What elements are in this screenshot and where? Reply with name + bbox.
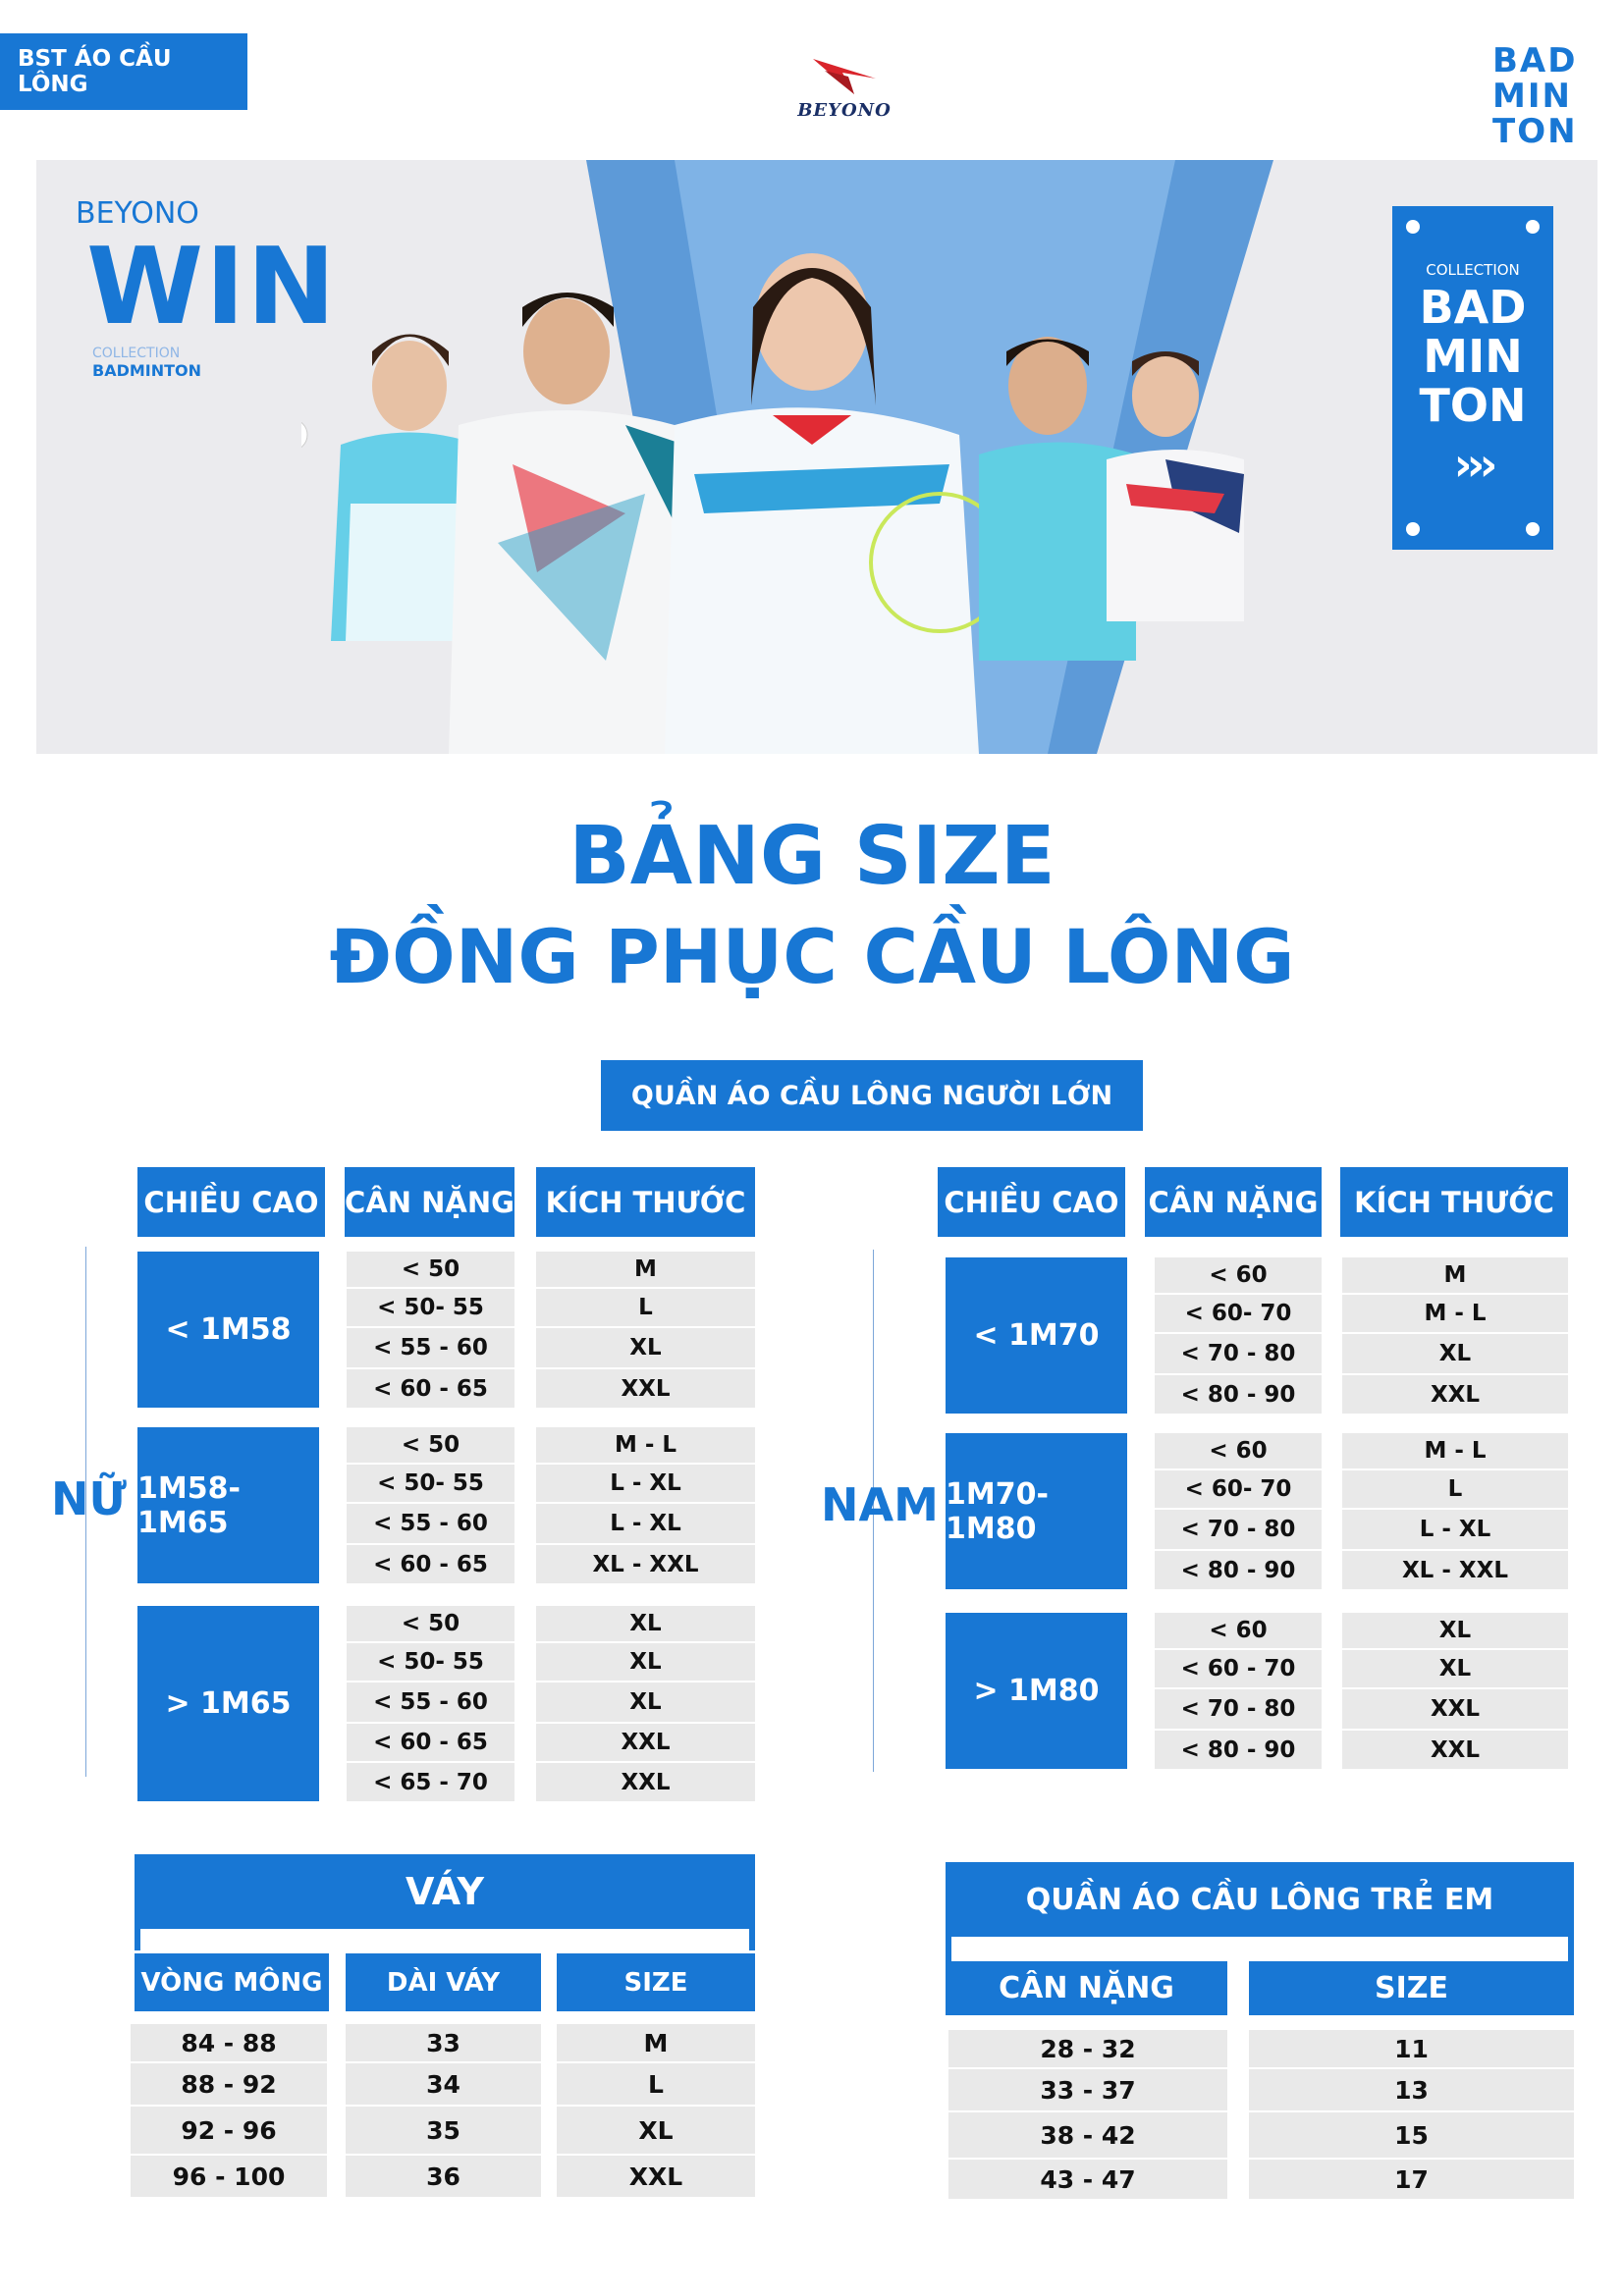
men-size-column [1342, 1257, 1568, 1414]
women-header-size: KÍCH THƯỚC [536, 1167, 755, 1237]
women-weight-cell: < 50 [347, 1252, 514, 1289]
women-size-cell: XL [536, 1682, 755, 1724]
kids-weight-cell: 43 - 47 [1040, 2164, 1136, 2194]
men-size-cell: L [1342, 1470, 1568, 1510]
women-weight-cell: < 50- 55 [347, 1465, 514, 1504]
women-size-column [536, 1606, 755, 1801]
chevrons-right-icon: ››› [1453, 438, 1492, 491]
pin-icon [1406, 522, 1420, 536]
skirt-hip-cell: 88 - 92 [131, 2063, 327, 2107]
page-title: BẢNG SIZE [568, 810, 1056, 903]
men-weight-cell: < 70 - 80 [1155, 1689, 1322, 1731]
beyono-logo-mark-icon [785, 51, 903, 100]
men-size-cell: M - L [1342, 1433, 1568, 1470]
women-weight-cell: < 55 - 60 [347, 1682, 514, 1724]
collection-tag: BST ÁO CẦU LÔNG [0, 33, 247, 110]
promo-line: TON [1419, 379, 1527, 432]
men-height-cell: > 1M80 [946, 1613, 1127, 1769]
skirt-length-column [346, 2024, 541, 2197]
women-size-cell: XXL [621, 1375, 671, 1402]
promo-line: MIN [1423, 330, 1523, 383]
women-size-column [536, 1427, 755, 1583]
women-weight-cell: < 55 - 60 [347, 1328, 514, 1369]
women-header-height: CHIỀU CAO [137, 1167, 325, 1237]
men-weight-cell: < 80 - 90 [1180, 1557, 1296, 1583]
athletes-photo [301, 248, 1283, 754]
men-size-column [1342, 1613, 1568, 1769]
men-header-weight: CÂN NẶNG [1145, 1167, 1322, 1237]
promo-word [1392, 283, 1553, 430]
skirt-length-cell: 33 [346, 2024, 541, 2063]
women-weight-cell: < 60 - 65 [347, 1724, 514, 1763]
women-weight-column [347, 1427, 514, 1583]
men-height-cell: 1M70- 1M80 [946, 1433, 1127, 1589]
men-weight-cell: < 60 [1155, 1433, 1322, 1470]
men-size-cell: M [1342, 1257, 1568, 1295]
men-size-cell: XXL [1342, 1689, 1568, 1731]
men-size-cell: XL [1342, 1650, 1568, 1689]
women-weight-cell: < 60 - 65 [373, 1375, 488, 1402]
kids-weight-cell: 38 - 42 [948, 2112, 1227, 2160]
skirt-header-size: SIZE [557, 1953, 755, 2011]
kids-size-column [1249, 2030, 1574, 2199]
women-size-cell: XL [536, 1328, 755, 1369]
skirt-length-cell: 35 [346, 2107, 541, 2156]
women-height-cell: > 1M65 [137, 1606, 319, 1801]
skirt-title: VÁY [135, 1854, 755, 1929]
beyono-logo-text: BEYONO [797, 100, 892, 121]
corner-logo-line: BAD [1492, 41, 1578, 80]
men-weight-cell: < 60 - 70 [1155, 1650, 1322, 1689]
corner-logo-line: TON [1492, 112, 1578, 151]
skirt-header-length: DÀI VÁY [346, 1953, 541, 2011]
men-header-height: CHIỀU CAO [938, 1167, 1125, 1237]
men-weight-cell: < 70 - 80 [1155, 1334, 1322, 1375]
women-size-cell: XL [536, 1606, 755, 1643]
kids-weight-cell: 28 - 32 [948, 2030, 1227, 2069]
kids-size-cell: 17 [1394, 2164, 1429, 2194]
men-weight-column [1155, 1257, 1322, 1414]
women-size-cell: XXL [621, 1769, 671, 1795]
pin-icon [1526, 220, 1540, 234]
men-weight-column [1155, 1613, 1322, 1769]
women-weight-column [347, 1606, 514, 1801]
women-header-weight: CÂN NẶNG [345, 1167, 514, 1237]
adult-section-label: QUẦN ÁO CẦU LÔNG NGƯỜI LỚN [601, 1060, 1143, 1131]
pin-icon [1406, 220, 1420, 234]
women-weight-cell: < 65 - 70 [373, 1769, 488, 1795]
women-label: NỮ [51, 1472, 127, 1525]
men-weight-cell: < 60 [1155, 1613, 1322, 1650]
skirt-hip-cell: 96 - 100 [172, 2162, 286, 2191]
women-height-cell: 1M58- 1M65 [137, 1427, 319, 1583]
women-size-cell: XXL [536, 1724, 755, 1763]
women-weight-cell: < 60 - 65 [373, 1551, 488, 1577]
men-size-cell: XXL [1430, 1736, 1481, 1763]
women-height-cell: < 1M58 [137, 1252, 319, 1408]
skirt-size-cell: L [557, 2063, 755, 2107]
men-size-cell: XL [1342, 1334, 1568, 1375]
promo-collection-label: COLLECTION [1426, 261, 1520, 279]
skirt-size-cell: XL [557, 2107, 755, 2156]
skirt-length-cell: 36 [426, 2162, 460, 2191]
women-weight-cell: < 50 [347, 1606, 514, 1643]
women-weight-cell: < 55 - 60 [347, 1504, 514, 1545]
banner-win-word: WIN [86, 226, 338, 348]
women-size-column [536, 1252, 755, 1408]
men-size-cell: L - XL [1342, 1510, 1568, 1551]
pin-icon [1526, 522, 1540, 536]
skirt-size-column [557, 2024, 755, 2197]
corner-logo-line: MIN [1492, 77, 1572, 116]
kids-weight-column [948, 2030, 1227, 2199]
men-size-cell: M - L [1342, 1295, 1568, 1334]
women-weight-column [347, 1252, 514, 1408]
skirt-hip-column [131, 2024, 327, 2197]
men-weight-cell: < 60 [1155, 1257, 1322, 1295]
kids-header-size: SIZE [1249, 1961, 1574, 2015]
men-weight-cell: < 60- 70 [1155, 1470, 1322, 1510]
skirt-length-cell: 34 [346, 2063, 541, 2107]
page-subtitle: ĐỒNG PHỤC CẦU LÔNG [329, 913, 1295, 1000]
skirt-size-cell: XXL [628, 2162, 683, 2191]
men-weight-column [1155, 1433, 1322, 1589]
skirt-size-cell: M [557, 2024, 755, 2063]
women-size-cell: XL [536, 1643, 755, 1682]
skirt-hip-cell: 84 - 88 [131, 2024, 327, 2063]
badminton-promo-card [1392, 206, 1553, 550]
women-size-cell: XL - XXL [592, 1551, 699, 1577]
kids-header-weight: CÂN NẶNG [946, 1961, 1227, 2015]
skirt-hip-cell: 92 - 96 [131, 2107, 327, 2156]
women-size-cell: L [536, 1289, 755, 1328]
banner-collection-name: BADMINTON [92, 361, 202, 380]
men-weight-cell: < 80 - 90 [1180, 1736, 1296, 1763]
women-size-cell: M [536, 1252, 755, 1289]
men-size-cell: XL - XXL [1401, 1557, 1509, 1583]
kids-size-cell: 15 [1249, 2112, 1574, 2160]
banner-brand: BEYONO [76, 196, 199, 231]
men-height-cell: < 1M70 [946, 1257, 1127, 1414]
beyono-logo [785, 51, 903, 130]
badminton-corner-logo [1492, 43, 1591, 149]
skirt-title-band [135, 1929, 755, 1950]
women-weight-cell: < 50- 55 [347, 1643, 514, 1682]
promo-line: BAD [1419, 281, 1527, 334]
skirt-header-hip: VÒNG MÔNG [135, 1953, 329, 2011]
men-header-size: KÍCH THƯỚC [1340, 1167, 1568, 1237]
men-label: NAM [821, 1478, 939, 1531]
banner-collection-label: COLLECTION [92, 346, 181, 361]
men-size-column [1342, 1433, 1568, 1589]
men-size-cell: XL [1342, 1613, 1568, 1650]
women-size-cell: M - L [536, 1427, 755, 1465]
men-weight-cell: < 60- 70 [1155, 1295, 1322, 1334]
kids-weight-cell: 33 - 37 [948, 2069, 1227, 2112]
kids-size-cell: 11 [1249, 2030, 1574, 2069]
women-weight-cell: < 50- 55 [347, 1289, 514, 1328]
women-size-cell: L - XL [536, 1504, 755, 1545]
men-size-cell: XXL [1430, 1381, 1481, 1408]
women-size-cell: L - XL [536, 1465, 755, 1504]
women-weight-cell: < 50 [347, 1427, 514, 1465]
kids-title: QUẦN ÁO CẦU LÔNG TRẺ EM [946, 1862, 1574, 1937]
men-weight-cell: < 70 - 80 [1155, 1510, 1322, 1551]
men-weight-cell: < 80 - 90 [1180, 1381, 1296, 1408]
kids-size-cell: 13 [1249, 2069, 1574, 2112]
kids-title-band [946, 1937, 1574, 1961]
